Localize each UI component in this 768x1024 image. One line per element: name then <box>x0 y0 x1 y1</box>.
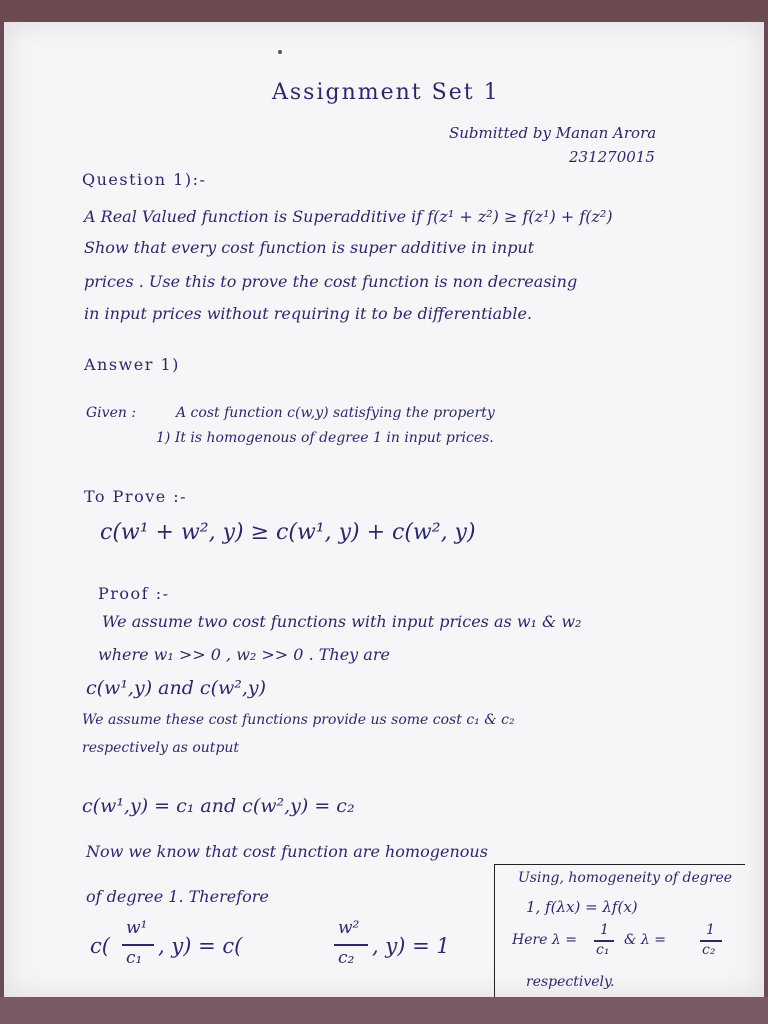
proof-line: c(w¹,y) = c₁ and c(w²,y) = c₂ <box>82 795 355 817</box>
note-lambda-num-1: 1 <box>600 922 609 938</box>
note-amp: & λ = <box>624 932 666 948</box>
proof-heading: Proof :- <box>98 584 170 603</box>
proof-line: where w₁ >> 0 , w₂ >> 0 . They are <box>98 645 390 664</box>
eq-numerator-2: w² <box>338 918 360 938</box>
page-title: Assignment Set 1 <box>272 80 500 105</box>
eq-middle: , y) = c( <box>158 934 243 958</box>
eq-prefix: c( <box>90 934 110 958</box>
question-line: Show that every cost function is super additive in input <box>84 238 535 257</box>
proof-line: of degree 1. Therefore <box>86 887 269 906</box>
proof-line: Now we know that cost function are homogenous <box>86 842 488 861</box>
given-label: Given : <box>86 405 137 421</box>
note-line: Using, homogeneity of degree <box>518 870 733 886</box>
eq-denominator-1: c₁ <box>126 948 143 968</box>
question-line: prices . Use this to prove the cost function is non decreasing <box>84 272 578 291</box>
note-lambda-num-2: 1 <box>706 922 715 938</box>
eq-rhs: , y) = 1 <box>372 934 450 958</box>
notebook-page <box>4 22 764 997</box>
roll-number: 231270015 <box>569 148 655 166</box>
note-line: respectively. <box>526 974 615 990</box>
question-line: A Real Valued function is Superadditive if f(z¹ + z²) ≥ f(z¹) + f(z²) <box>84 207 613 226</box>
page-speck <box>278 50 282 54</box>
eq-numerator-1: w¹ <box>126 918 148 938</box>
proof-line: We assume these cost functions provide us some cost c₁ & c₂ <box>82 712 515 728</box>
answer-heading: Answer 1) <box>84 355 180 374</box>
fraction-bar <box>334 944 368 946</box>
question-line: in input prices without requiring it to be differentiable. <box>84 304 533 323</box>
proof-line: respectively as output <box>82 740 240 756</box>
eq-denominator-2: c₂ <box>338 948 355 968</box>
fraction-bar <box>122 944 154 946</box>
note-line: Here λ = <box>512 932 577 948</box>
proof-line: We assume two cost functions with input prices as w₁ & w₂ <box>102 612 582 631</box>
note-lambda-den-1: c₁ <box>596 942 610 958</box>
given-line: A cost function c(w,y) satisfying the property <box>176 405 495 421</box>
note-lambda-den-2: c₂ <box>702 942 716 958</box>
submitted-by: Submitted by Manan Arora <box>449 124 657 142</box>
question-heading: Question 1):- <box>82 170 207 189</box>
desk-edge <box>0 997 768 1024</box>
to-prove-heading: To Prove :- <box>84 487 188 506</box>
given-line: 1) It is homogenous of degree 1 in input prices. <box>156 430 494 446</box>
note-line: 1, f(λx) = λf(x) <box>526 898 638 916</box>
proof-line: c(w¹,y) and c(w²,y) <box>86 677 267 699</box>
to-prove-equation: c(w¹ + w², y) ≥ c(w¹, y) + c(w², y) <box>100 520 476 545</box>
